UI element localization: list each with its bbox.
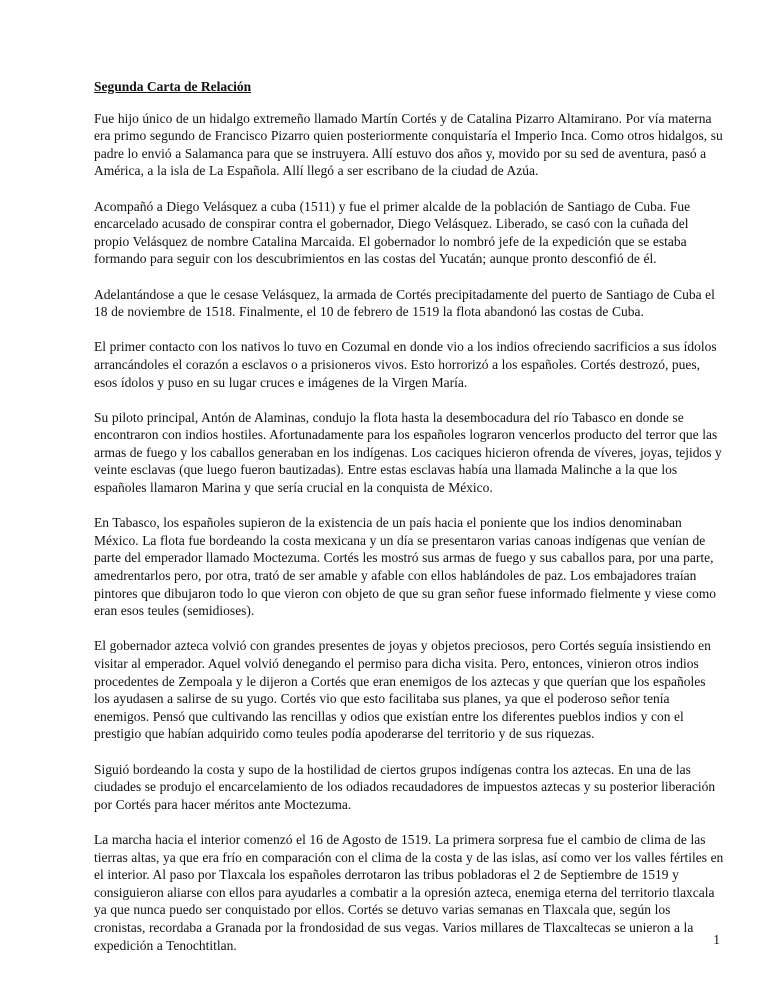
paragraph: El gobernador azteca volvió con grandes presentes de joyas y objetos preciosos, pero Cortés seguía insistiendo en visitar al emperador. Aquel volvió denegando el permiso para dicha visita. Pero, entonces, vinieron otros indios procedentes de Zempoala y le dijeron a Cortés que eran enemigos de los aztecas y que querían que los españoles los ayudasen a salirse de su yugo. Cortés vio que esto facilitaba sus planes, ya que el poderoso señor tenía enemigos. Pensó que cultivando las rencillas y odios que existían entre los diferentes pueblos indios y con el prestigio que habían adquirido como teules podía apoderarse del territorio y de sus riquezas. [94, 638, 711, 742]
page-number: 1 [713, 932, 720, 947]
paragraph: Acompañó a Diego Velásquez a cuba (1511) y fue el primer alcalde de la población de Santiago de Cuba. Fue encarcelado acusado de conspirar contra el gobernador, Diego Velásquez. Liberado, se casó con la cuñada del propio Velásquez de nombre Catalina Marcaida. El gobernador lo nombró jefe de la expedición que se estaba formando para seguir con los descubrimientos en las costas del Yucatán; aunque pronto desconfió de él. [94, 198, 691, 267]
paragraph: El primer contacto con los nativos lo tuvo en Cozumal en donde vio a los indios ofreciendo sacrificios a sus ídolos arrancándoles el corazón a esclavos o a prisioneros vivos. Esto horrorizó a los españoles. Cortés destrozó, pues, esos ídolos y puso en su lugar cruces e imágenes de la Virgen María. [94, 339, 717, 390]
paragraph: Fue hijo único de un hidalgo extremeño llamado Martín Cortés y de Catalina Pizarro Altamirano. Por vía materna era primo segundo de Francisco Pizarro quien posteriormente conquistaría el Imperio Inca. Como otros hidalgos, su padre lo envió a Salamanca para que se instruyera. Allí estuvo dos años y, movido por su sed de aventura, pasó a América, a la isla de La Española. Allí llegó a ser escribano de la ciudad de Azúa. [94, 110, 723, 179]
paragraph: Siguió bordeando la costa y supo de la hostilidad de ciertos grupos indígenas contra los aztecas. En una de las ciudades se produjo el encarcelamiento de los odiados recaudadores de impuestos aztecas y su posterior liberación por Cortés para hacer méritos ante Moctezuma. [94, 761, 716, 812]
paragraph: Su piloto principal, Antón de Alaminas, condujo la flota hasta la desembocadura del río Tabasco en donde se encontraron con indios hostiles. Afortunadamente para los españoles lograron vencerlos producto del terror que las armas de fuego y los caballos generaban en los indígenas. Los caciques hicieron ofrenda de víveres, joyas, tejidos y veinte esclavas (que luego fueron bautizadas). Entre estas esclavas había una llamada Malinche a la que los españoles llamaron Marina y que sería crucial en la conquista de México. [94, 409, 722, 496]
document-title: Segunda Carta de Relación [94, 79, 252, 94]
paragraph: La marcha hacia el interior comenzó el 16 de Agosto de 1519. La primera sorpresa fue el cambio de clima de las tierras altas, ya que era frío en comparación con el clima de la costa y de las islas, así como ver los valles fértiles en el interior. Al paso por Tlaxcala los españoles derrotaron las tribus pobladoras el 2 de Septiembre de 1519 y consiguieron aliarse con ellos para ayudarles a combatir a la opresión azteca, enemiga eterna del territorio tlaxcala ya que nunca puedo ser conquistado por ellos. Cortés se detuvo varias semanas en Tlaxcala que, según los cronistas, recordaba a Granada por la frondosidad de sus vegas. Varios millares de Tlaxcaltecas se unieron a la expedición a Tenochtitlan. [94, 831, 724, 953]
document-content [94, 78, 724, 972]
paragraph: En Tabasco, los españoles supieron de la existencia de un país hacia el poniente que los indios denominaban México. La flota fue bordeando la costa mexicana y un día se presentaron varias canoas indígenas que venían de parte del emperador llamado Moctezuma. Cortés les mostró sus armas de fuego y sus caballos para, por una parte, amedrentarlos pero, por otra, trató de ser amable y afable con ellos hablándoles de paz. Los embajadores traían pintores que dibujaron todo lo que vieron con objeto de que su gran señor fuese informado fielmente y viese como eran esos teules (semidioses). [94, 515, 717, 619]
paragraph: Adelantándose a que le cesase Velásquez, la armada de Cortés precipitadamente del puerto de Santiago de Cuba el 18 de noviembre de 1518. Finalmente, el 10 de febrero de 1519 la flota abandonó las costas de Cuba. [94, 286, 715, 320]
document-body [94, 110, 724, 955]
